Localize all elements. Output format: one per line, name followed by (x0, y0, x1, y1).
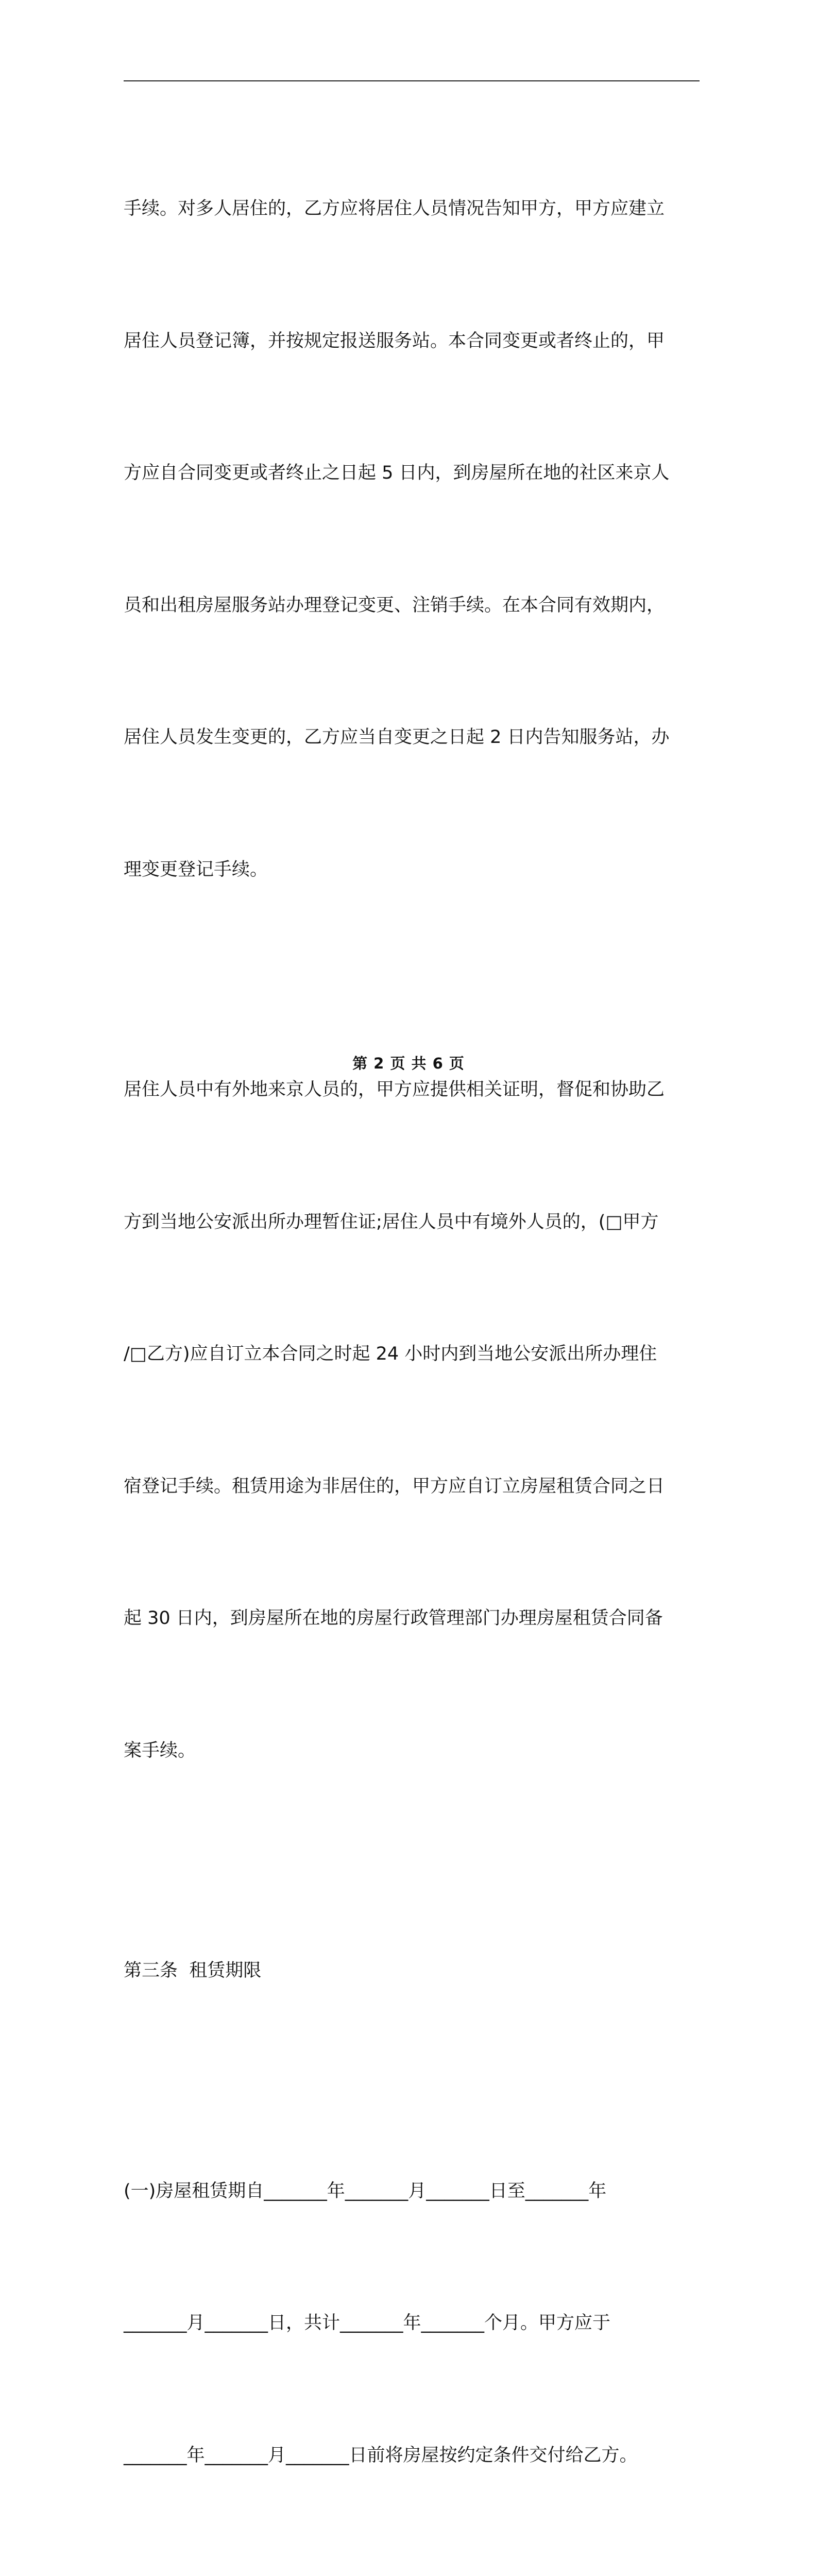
text-line: 员和出租房屋服务站办理登记变更、注销手续。在本合同有效期内， (124, 584, 700, 628)
text-line: 起 30 日内，到房屋所在地的房屋行政管理部门办理房屋租赁合同备 (124, 1597, 700, 1641)
text-line: /□乙方)应自订立本合同之时起 24 小时内到当地公安派出所办理住 (124, 1332, 700, 1377)
paragraph-lease-term (124, 2081, 700, 2576)
text-line: 案手续。 (124, 1729, 700, 1773)
document-body (124, 99, 700, 2576)
text-line: 手续。对多人居住的，乙方应将居住人员情况告知甲方，甲方应建立 (124, 187, 700, 231)
text-line: 居住人员发生变更的，乙方应当自变更之日起 2 日内告知服务站，办 (124, 716, 700, 760)
text-line: _______月_______日，共计_______年_______个月。甲方应于 (124, 2301, 700, 2346)
paragraph-registration (124, 99, 700, 980)
text-line: (一)房屋租赁期自_______年_______月_______日至_______年 (124, 2170, 700, 2214)
section-heading-article-3 (124, 1861, 700, 2081)
text-line (124, 2566, 700, 2576)
section-heading: 第三条 租赁期限 (124, 1949, 700, 1993)
text-line: 居住人员登记簿，并按规定报送服务站。本合同变更或者终止的，甲 (124, 319, 700, 364)
text-line: 方应自合同变更或者终止之日起 5 日内，到房屋所在地的社区来京人 (124, 451, 700, 496)
text-line: 理变更登记手续。 (124, 848, 700, 892)
text-line: 宿登记手续。租赁用途为非居住的，甲方应自订立房屋租赁合同之日 (124, 1465, 700, 1509)
text-line: 居住人员中有外地来京人员的，甲方应提供相关证明，督促和协助乙 (124, 1068, 700, 1112)
text-line: 方到当地公安派出所办理暂住证;居住人员中有境外人员的，(□甲方 (124, 1200, 700, 1245)
paragraph-nonlocal-residents (124, 980, 700, 1861)
page-number: 第 2 页 共 6 页 (0, 1052, 817, 1073)
text-line: _______年_______月_______日前将房屋按约定条件交付给乙方。 (124, 2434, 700, 2478)
header-rule (124, 80, 700, 81)
